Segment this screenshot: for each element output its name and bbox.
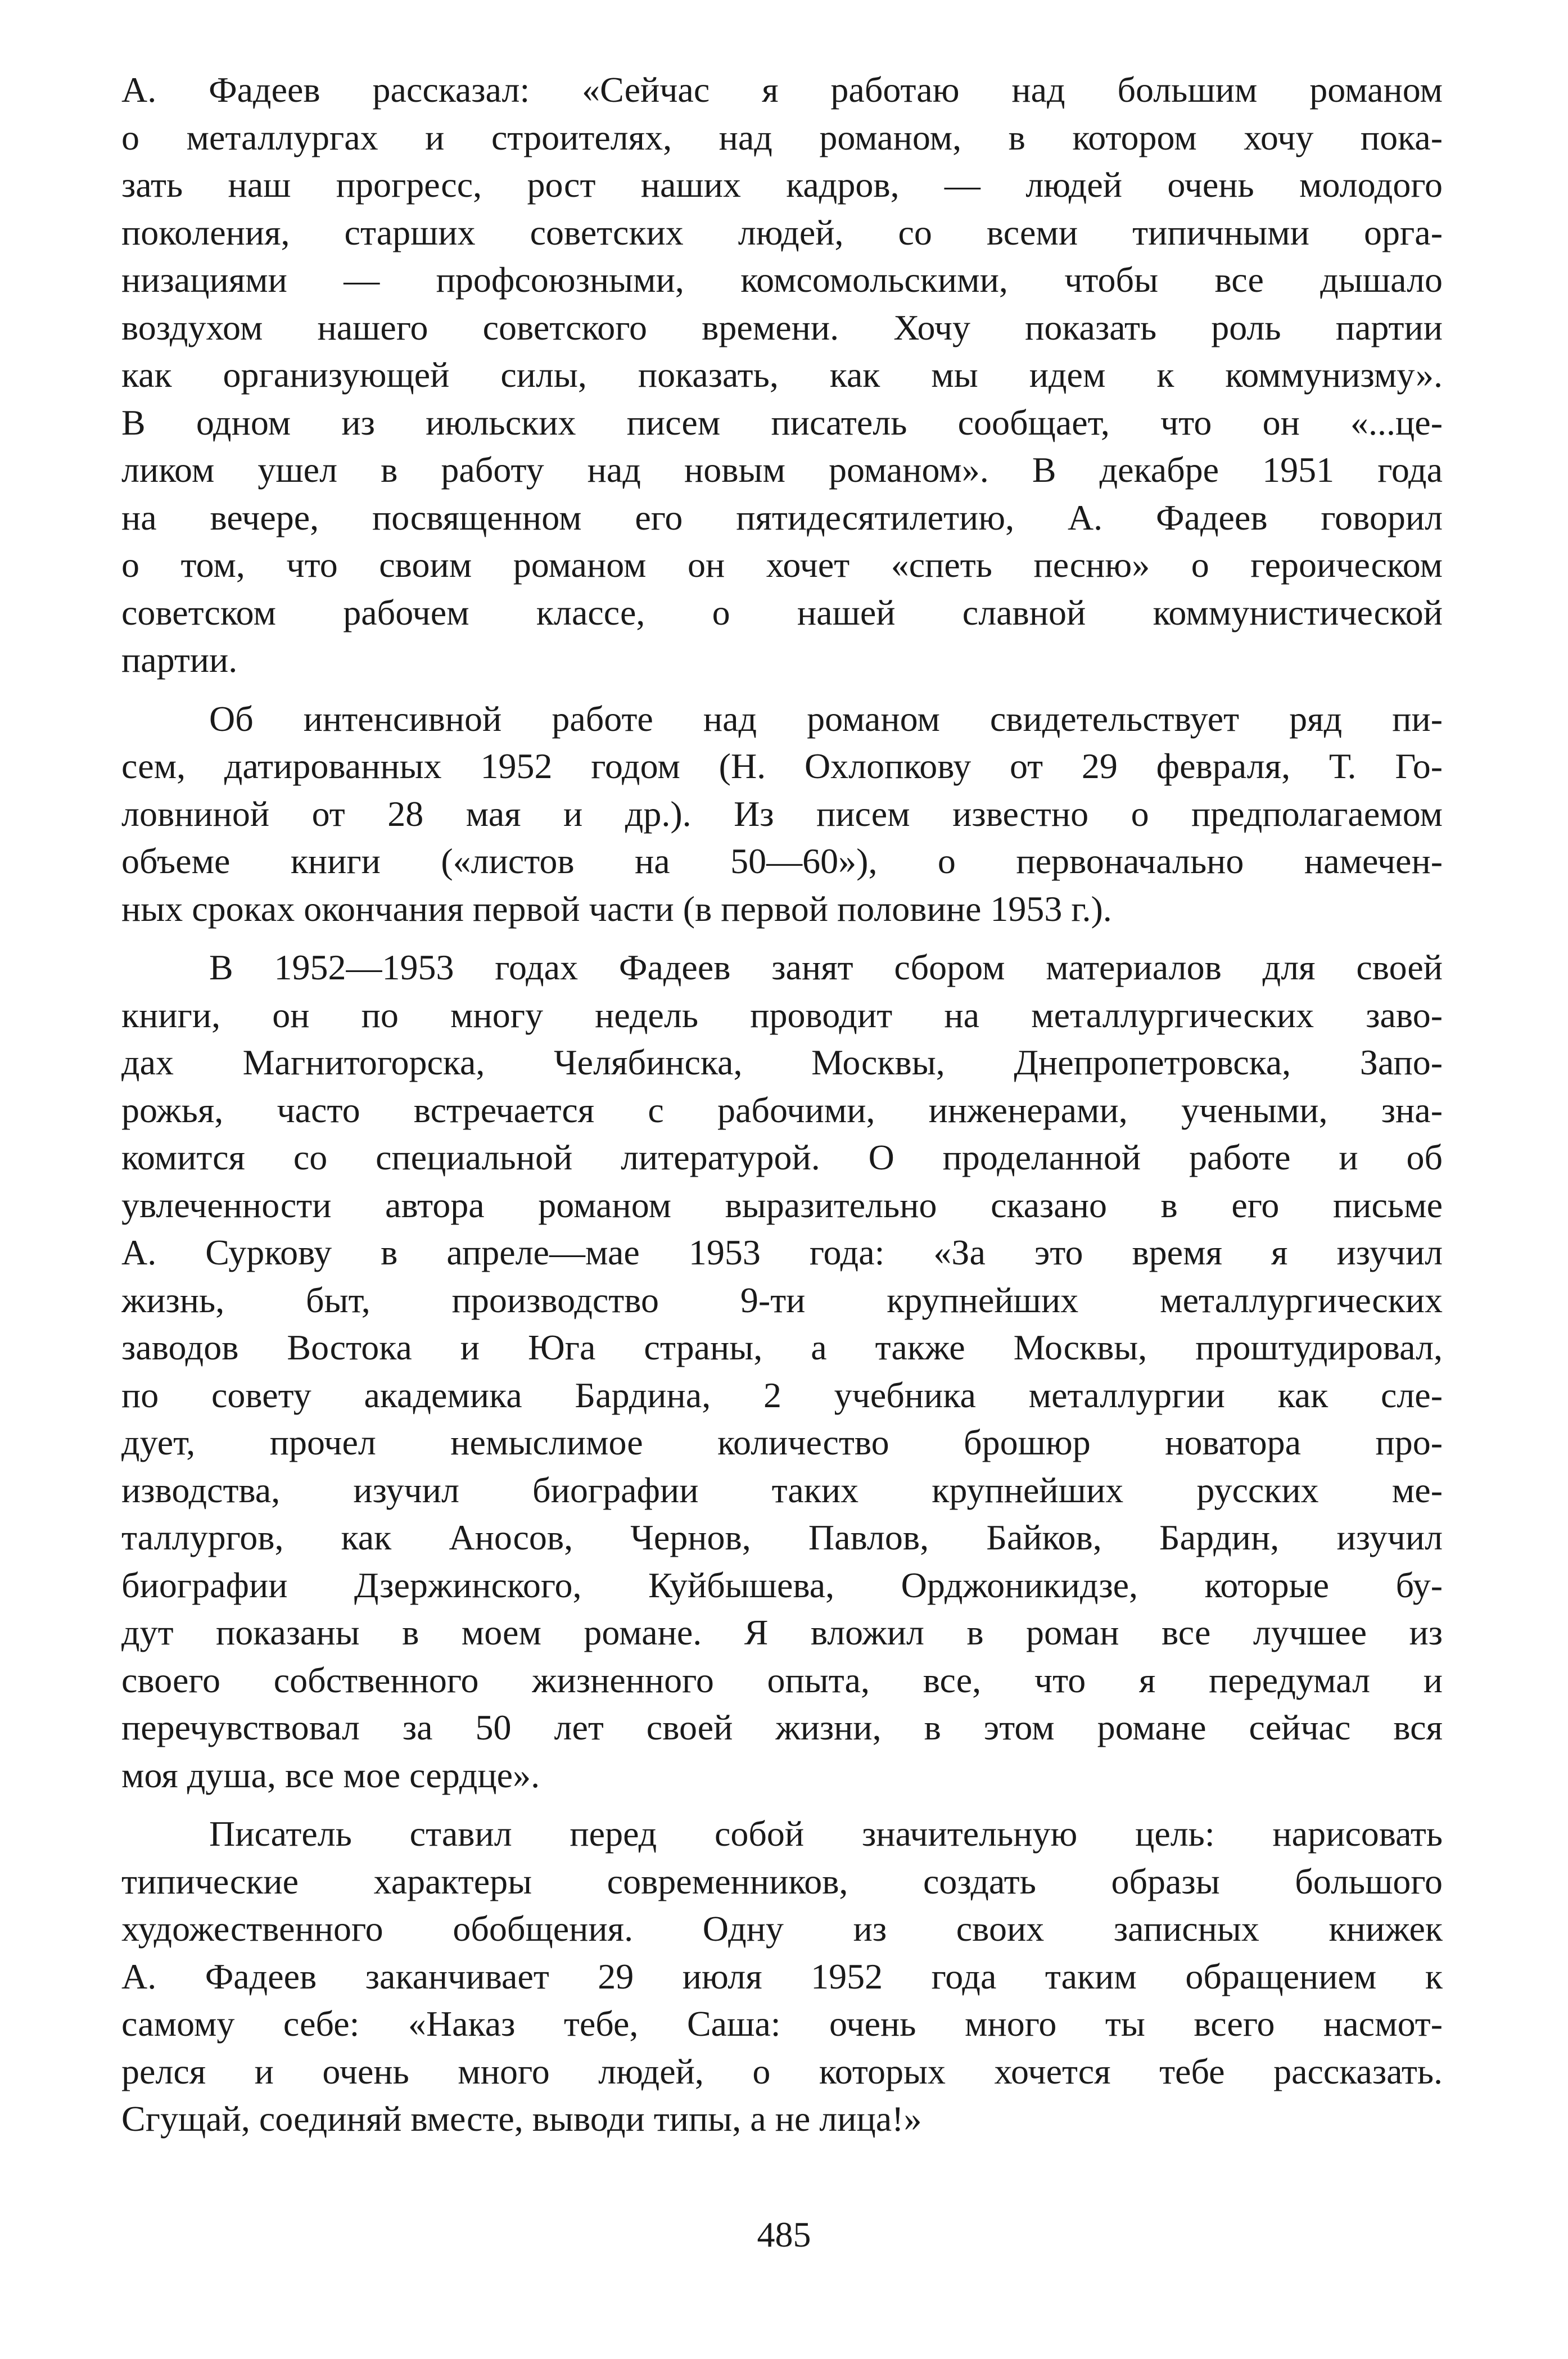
paragraph (121, 944, 1443, 1799)
page-body (121, 66, 1443, 2143)
paragraph (121, 66, 1443, 684)
text-line: ловниной от 28 мая и др.). Из писем известно о предполагаемом (121, 793, 1443, 834)
text-line: воздухом нашего советского времени. Хочу показать роль партии (121, 307, 1443, 347)
text-line: зать наш прогресс, рост наших кадров, — людей очень молодого (121, 165, 1443, 205)
text-line: как организующей силы, показать, как мы идем к коммунизму». (121, 355, 1443, 395)
text-line: Сгущай, соединяй вместе, выводи типы, а не лица!» (121, 2099, 922, 2139)
text-line: рожья, часто встречается с рабочими, инженерами, учеными, зна- (121, 1090, 1443, 1130)
text-line: советском рабочем классе, о нашей славной коммунистической (121, 592, 1443, 632)
text-line: изводства, изучил биографии таких крупнейших русских ме- (121, 1470, 1443, 1510)
text-line: сем, датированных 1952 годом (Н. Охлопкову от 29 февраля, Т. Го- (121, 746, 1443, 786)
text-line: комится со специальной литературой. О проделанной работе и об (121, 1137, 1443, 1177)
text-line: дах Магнитогорска, Челябинска, Москвы, Днепропетровска, Запо- (121, 1042, 1443, 1082)
text-line: дут показаны в моем романе. Я вложил в роман все лучшее из (121, 1612, 1443, 1652)
text-line: низациями — профсоюзными, комсомольскими, чтобы все дышало (121, 260, 1443, 300)
text-line: В 1952—1953 годах Фадеев занят сбором материалов для своей (209, 947, 1443, 987)
text-line: художественного обобщения. Одну из своих записных книжек (121, 1909, 1443, 1949)
text-line: объеме книги («листов на 50—60»), о первоначально намечен- (121, 841, 1443, 881)
text-line: увлеченности автора романом выразительно сказано в его письме (121, 1185, 1443, 1225)
text-line: книги, он по многу недель проводит на металлургических заво- (121, 995, 1443, 1035)
text-line: на вечере, посвященном его пятидесятилетию, А. Фадеев говорил (121, 497, 1443, 537)
text-line: А. Фадеев заканчивает 29 июля 1952 года таким обращением к (121, 1956, 1443, 1996)
text-line: дует, прочел немыслимое количество брошюр новатора про- (121, 1422, 1443, 1462)
text-line: моя душа, все мое сердце». (121, 1755, 540, 1795)
text-line: жизнь, быт, производство 9-ти крупнейших металлургических (121, 1280, 1443, 1320)
page-number: 485 (757, 2215, 811, 2254)
text-line: Об интенсивной работе над романом свидетельствует ряд пи- (209, 698, 1443, 739)
text-line: биографии Дзержинского, Куйбышева, Орджоникидзе, которые бу- (121, 1565, 1443, 1605)
text-line: перечувствовал за 50 лет своей жизни, в этом романе сейчас вся (121, 1707, 1443, 1747)
text-line: А. Фадеев рассказал: «Сейчас я работаю над большим романом (121, 70, 1443, 110)
text-line: о металлургах и строителях, над романом, в котором хочу пока- (121, 117, 1443, 157)
text-line: ликом ушел в работу над новым романом». В декабре 1951 года (121, 450, 1443, 490)
text-line: А. Суркову в апреле—мае 1953 года: «За это время я изучил (121, 1232, 1443, 1272)
text-line: своего собственного жизненного опыта, все, что я передумал и (121, 1660, 1443, 1700)
text-line: таллургов, как Аносов, Чернов, Павлов, Байков, Бардин, изучил (121, 1517, 1443, 1557)
text-line: В одном из июльских писем писатель сообщает, что он «...це- (121, 402, 1443, 442)
text-line: релся и очень много людей, о которых хочется тебе рассказать. (121, 2051, 1443, 2091)
text-line: типические характеры современников, создать образы большого (121, 1861, 1443, 1901)
text-line: партии. (121, 640, 238, 680)
text-line: заводов Востока и Юга страны, а также Москвы, проштудировал, (121, 1327, 1443, 1367)
text-line: Писатель ставил перед собой значительную цель: нарисовать (209, 1814, 1443, 1854)
text-line: о том, что своим романом он хочет «спеть песню» о героическом (121, 545, 1443, 585)
text-line: ных сроках окончания первой части (в первой половине 1953 г.). (121, 888, 1112, 929)
text-line: поколения, старших советских людей, со всеми типичными орга- (121, 212, 1443, 252)
paragraph (121, 1810, 1443, 2143)
paragraph (121, 695, 1443, 933)
text-line: самому себе: «Наказ тебе, Саша: очень много ты всего насмот- (121, 2004, 1443, 2044)
text-line: по совету академика Бардина, 2 учебника металлургии как сле- (121, 1375, 1443, 1415)
